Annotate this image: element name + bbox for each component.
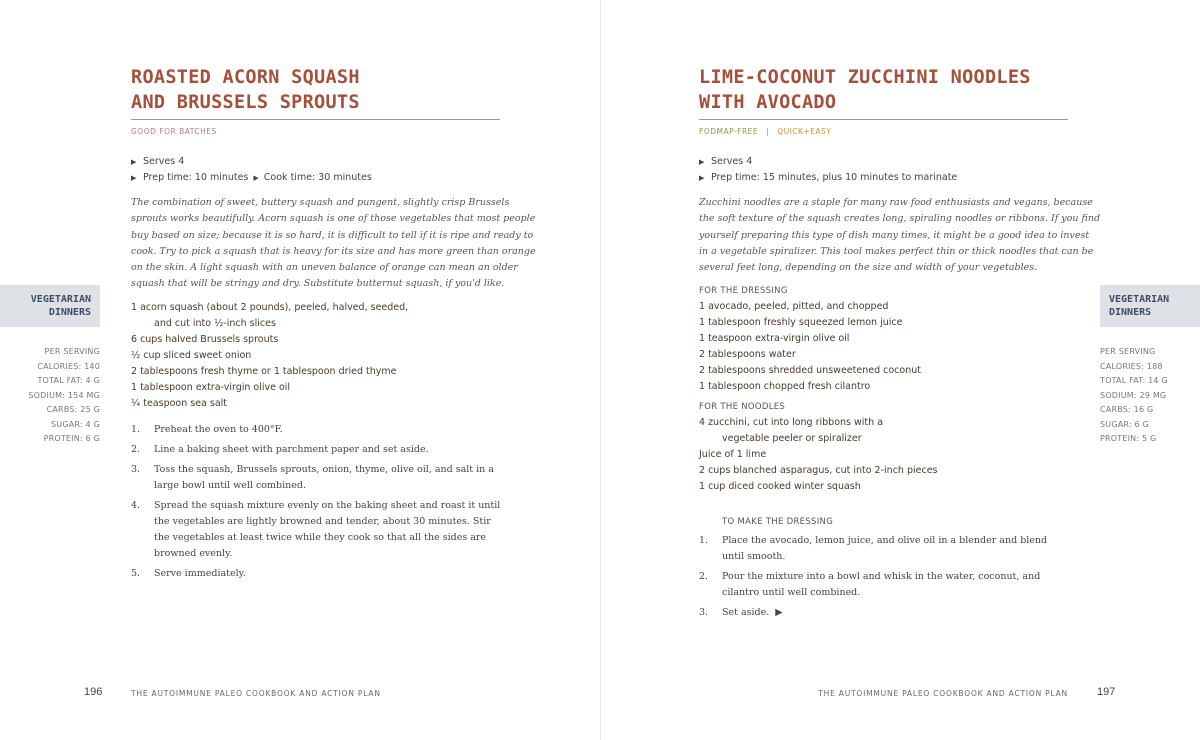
step [131,462,500,494]
ingredient: 1 tablespoon extra-virgin olive oil [131,382,291,393]
bullet-triangle-icon: ▶ [131,158,137,166]
step-number: 3. [131,464,141,475]
ingredient: 6 cups halved Brussels sprouts [131,334,279,345]
intro-line: The combination of sweet, buttery squash and pungent, slightly crisp Brussels [131,197,510,208]
title-rule [131,119,500,120]
step-number: 3. [699,607,709,618]
bullet-triangle-icon: ▶ [131,174,137,182]
step-text: large bowl until well combined. [154,480,306,491]
ingredient-list [131,300,408,412]
step-text: Serve immediately. [154,568,246,579]
section-tab-line: DINNERS [48,307,91,318]
cook-time: Cook time: 30 minutes [263,172,372,183]
title-line: ROASTED ACORN SQUASH [131,67,360,88]
continued-arrow-icon: ▶ [775,607,783,618]
ingredient: vegetable peeler or spiralizer [722,433,862,444]
nutrition-info [28,345,100,447]
ingredient-subheading: FOR THE NOODLES [699,402,786,412]
ingredient: 1 avocado, peeled, pitted, and chopped [699,301,889,312]
ingredient: Juice of 1 lime [699,449,767,460]
step-number: 2. [131,444,141,455]
right-page [600,0,1200,740]
step [131,566,500,582]
page-number: 197 [1097,686,1116,698]
prep-time: Prep time: 15 minutes, plus 10 minutes to marinate [711,172,958,183]
step-number: 2. [699,571,709,582]
nutrition-line: CALORIES: 140 [37,361,100,371]
step-text: Pour the mixture into a bowl and whisk in the water, coconut, and [722,571,1041,582]
step [699,605,1047,621]
section-tab-line: VEGETARIAN [30,294,91,305]
ingredient: 1 tablespoon chopped fresh cilantro [699,381,871,392]
section-tab-line: DINNERS [1109,307,1152,318]
step [131,422,500,438]
step-text: until smooth. [722,551,786,562]
bullet-triangle-icon: ▶ [699,174,705,182]
title-rule [699,119,1068,120]
section-tab [0,285,100,327]
recipe-tags [699,127,831,136]
step-number: 4. [131,500,141,511]
tag-quick-easy: QUICK+EASY [777,127,832,136]
tag-separator: | [766,127,770,136]
tag-fodmap-free: FODMAP-FREE [699,127,759,136]
step [699,569,1047,601]
nutrition-line: SUGAR: 4 G [51,419,100,429]
running-footer: THE AUTOIMMUNE PALEO COOKBOOK AND ACTION PLAN [131,689,381,698]
ingredient: 1 acorn squash (about 2 pounds), peeled, halved, seeded, [131,302,409,313]
recipe-intro [131,195,536,293]
nutrition-line: PER SERVING [1100,347,1156,356]
intro-line: cook. Try to pick a squash that is heavy for its size and has more green than orange [131,245,536,257]
recipe-title [699,65,1031,115]
ingredient: 2 cups blanched asparagus, cut into 2-inch pieces [699,465,938,476]
recipe-meta [131,154,372,186]
ingredient: ½ cup sliced sweet onion [131,350,252,361]
step [131,442,500,458]
step-text: Set aside. [722,607,770,618]
step-number: 1. [131,424,141,435]
step-list [131,422,500,586]
ingredient: 1 cup diced cooked winter squash [699,481,861,492]
intro-line: in a vegetable spiralizer. This tool makes perfect thin or thick noodles that can be [699,245,1094,257]
ingredient: 1 teaspoon extra-virgin olive oil [699,333,850,344]
nutrition-line: CALORIES: 188 [1100,361,1163,371]
nutrition-line: CARBS: 16 G [1100,405,1154,414]
nutrition-line: PROTEIN: 6 G [43,434,100,443]
ingredient: 4 zucchini, cut into long ribbons with a [699,417,884,428]
step-number: 1. [699,535,709,546]
nutrition-line: PROTEIN: 5 G [1100,434,1157,443]
ingredient: and cut into ½-inch slices [154,318,276,329]
ingredient: 1 tablespoon freshly squeezed lemon juice [699,317,903,328]
recipe-meta [699,154,957,186]
bullet-triangle-icon: ▶ [699,158,705,166]
step-text: the vegetables are lightly browned and tender, about 30 minutes. Stir [154,516,491,527]
serves: Serves 4 [143,156,185,167]
recipe-title [131,65,360,115]
section-tab-line: VEGETARIAN [1109,294,1170,305]
intro-line: yourself preparing this type of dish many times, it might be a good idea to invest [699,229,1090,241]
ingredient: 2 tablespoons fresh thyme or 1 tablespoon dried thyme [131,366,397,377]
step-text: Preheat the oven to 400°F. [154,424,283,435]
title-line: LIME-COCONUT ZUCCHINI NOODLES [699,67,1031,88]
step [131,498,500,562]
ingredient-subheading: FOR THE DRESSING [699,286,788,296]
step-text: the vegetables at least twice while they cook so that all the sides are [154,532,487,543]
step-text: Toss the squash, Brussels sprouts, onion, thyme, olive oil, and salt in a [154,464,494,475]
bullet-triangle-icon: ▶ [253,174,259,182]
intro-line: the soft texture of the squash creates long, spiraling noodles or ribbons. If you find [699,213,1101,225]
step-text: Spread the squash mixture evenly on the baking sheet and roast it until [154,500,501,511]
step-text: cilantro until well combined. [722,587,861,598]
prep-time: Prep time: 10 minutes [143,172,249,183]
tag-good-for-batches: GOOD FOR BATCHES [131,127,217,136]
intro-line: buy based on size; because it is so hard, it is difficult to tell if it is ripe and ready to [131,229,534,241]
nutrition-line: CARBS: 25 G [46,405,100,414]
nutrition-line: SUGAR: 6 G [1100,419,1149,429]
recipe-intro [699,195,1100,276]
step-text: browned evenly. [154,548,233,559]
step-text: Line a baking sheet with parchment paper and set aside. [154,444,429,455]
page-number: 196 [84,686,103,698]
running-footer: THE AUTOIMMUNE PALEO COOKBOOK AND ACTION PLAN [818,689,1068,698]
serves: Serves 4 [711,156,753,167]
intro-line: sprouts works beautifully. Acorn squash is one of those vegetables that most people [131,213,536,225]
nutrition-line: TOTAL FAT: 4 G [37,376,100,385]
section-tab [1100,285,1200,327]
step-text: Place the avocado, lemon juice, and olive oil in a blender and blend [722,535,1048,546]
nutrition-line: TOTAL FAT: 14 G [1100,376,1168,385]
ingredient: ¼ teaspoon sea salt [131,398,228,409]
ingredient-list [699,283,937,495]
step [699,533,1047,565]
title-line: WITH AVOCADO [699,92,837,113]
intro-line: several feet long, depending on the size and width of your vegetables. [699,262,1038,274]
nutrition-line: SODIUM: 154 MG [28,390,100,400]
step-number: 5. [131,568,141,579]
steps-subheading: TO MAKE THE DRESSING [722,517,834,527]
title-line: AND BRUSSELS SPROUTS [131,92,360,113]
intro-line: Zucchini noodles are a staple for many raw food enthusiasts and vegans, because [699,197,1093,208]
ingredient: 2 tablespoons water [699,349,796,360]
intro-line: squash that will be stringy and dry. Substitute butternut squash, if you'd like. [131,278,505,290]
nutrition-line: PER SERVING [44,347,100,356]
recipe-tags [131,127,217,136]
nutrition-info [1100,345,1168,447]
intro-line: on the skin. A light squash with an uneven balance of orange can mean an older [131,262,518,274]
nutrition-line: SODIUM: 29 MG [1100,390,1167,400]
ingredient: 2 tablespoons shredded unsweetened coconut [699,365,921,376]
step-list [699,514,1047,625]
